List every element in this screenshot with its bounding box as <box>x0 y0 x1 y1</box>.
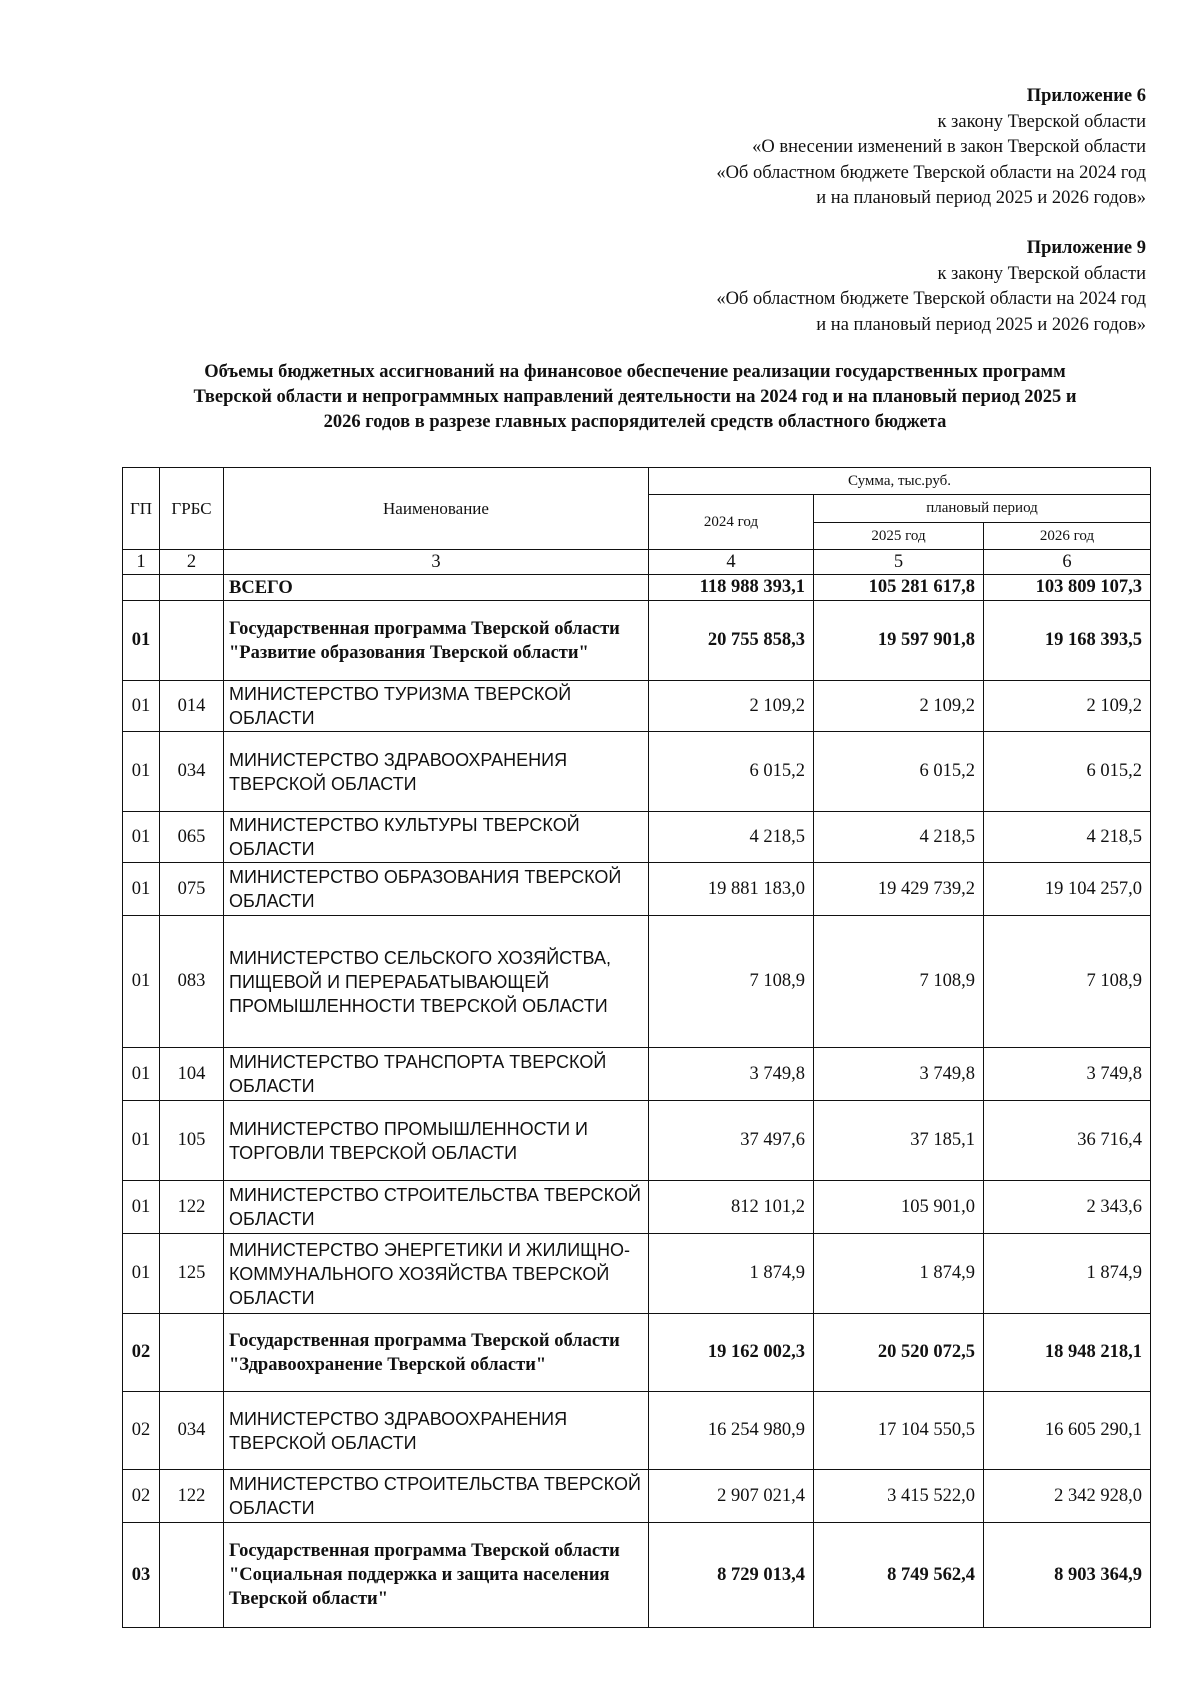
table-row <box>123 601 1151 681</box>
title-line: Объемы бюджетных ассигнований на финансовое обеспечение реализации государственных программ <box>204 362 1066 382</box>
gp-cell: 01 <box>123 812 160 863</box>
header-planned: плановый период <box>814 495 1151 523</box>
value-2025: 3 749,8 <box>814 1048 984 1101</box>
gp-cell <box>123 575 160 601</box>
table-row <box>123 1101 1151 1181</box>
annex-6-header <box>716 84 1146 212</box>
table-row <box>123 1048 1151 1101</box>
table-row <box>123 1234 1151 1314</box>
name-cell: МИНИСТЕРСТВО СТРОИТЕЛЬСТВА ТВЕРСКОЙ ОБЛАСТИ <box>224 1181 649 1234</box>
annex-line: к закону Тверской области <box>937 263 1146 284</box>
name-cell: Государственная программа Тверской области "Социальная поддержка и защита населения Тверской области" <box>224 1523 649 1628</box>
name-cell: МИНИСТЕРСТВО СЕЛЬСКОГО ХОЗЯЙСТВА, ПИЩЕВОЙ И ПЕРЕРАБАТЫВАЮЩЕЙ ПРОМЫШЛЕННОСТИ ТВЕРСКОЙ ОБЛАСТИ <box>224 916 649 1048</box>
annex-line: и на плановый период 2025 и 2026 годов» <box>816 314 1146 335</box>
annex-line: «Об областном бюджете Тверской области на 2024 год <box>716 162 1146 183</box>
value-2024: 16 254 980,9 <box>649 1392 814 1470</box>
value-2025: 8 749 562,4 <box>814 1523 984 1628</box>
value-2025: 37 185,1 <box>814 1101 984 1181</box>
col-number: 3 <box>224 550 649 575</box>
value-2025: 1 874,9 <box>814 1234 984 1314</box>
table-row <box>123 1392 1151 1470</box>
value-2024: 3 749,8 <box>649 1048 814 1101</box>
gp-cell: 01 <box>123 681 160 732</box>
gp-cell: 01 <box>123 916 160 1048</box>
value-2026: 6 015,2 <box>984 732 1151 812</box>
col-number: 2 <box>160 550 224 575</box>
header-name: Наименование <box>224 468 649 550</box>
value-2024: 4 218,5 <box>649 812 814 863</box>
table-row <box>123 1314 1151 1392</box>
value-2025: 105 901,0 <box>814 1181 984 1234</box>
value-2026: 7 108,9 <box>984 916 1151 1048</box>
table-row <box>123 863 1151 916</box>
value-2024: 20 755 858,3 <box>649 601 814 681</box>
name-cell: МИНИСТЕРСТВО СТРОИТЕЛЬСТВА ТВЕРСКОЙ ОБЛАСТИ <box>224 1470 649 1523</box>
value-2026: 8 903 364,9 <box>984 1523 1151 1628</box>
value-2026: 2 342 928,0 <box>984 1470 1151 1523</box>
title-line: 2026 годов в разрезе главных распорядителей средств областного бюджета <box>323 412 947 432</box>
value-2024: 19 162 002,3 <box>649 1314 814 1392</box>
value-2026: 19 168 393,5 <box>984 601 1151 681</box>
gp-cell: 01 <box>123 1234 160 1314</box>
name-cell: Государственная программа Тверской области "Развитие образования Тверской области" <box>224 601 649 681</box>
value-2024: 118 988 393,1 <box>649 575 814 601</box>
name-cell: Государственная программа Тверской области "Здравоохранение Тверской области" <box>224 1314 649 1392</box>
gp-cell: 02 <box>123 1392 160 1470</box>
grbs-cell: 034 <box>160 1392 224 1470</box>
name-cell: МИНИСТЕРСТВО ТУРИЗМА ТВЕРСКОЙ ОБЛАСТИ <box>224 681 649 732</box>
table-row <box>123 916 1151 1048</box>
gp-cell: 03 <box>123 1523 160 1628</box>
value-2026: 3 749,8 <box>984 1048 1151 1101</box>
gp-cell: 01 <box>123 863 160 916</box>
annex-9-header <box>716 236 1146 338</box>
value-2024: 6 015,2 <box>649 732 814 812</box>
table-row <box>123 812 1151 863</box>
name-cell: МИНИСТЕРСТВО ЭНЕРГЕТИКИ И ЖИЛИЩНО-КОММУНАЛЬНОГО ХОЗЯЙСТВА ТВЕРСКОЙ ОБЛАСТИ <box>224 1234 649 1314</box>
name-cell: МИНИСТЕРСТВО ЗДРАВООХРАНЕНИЯ ТВЕРСКОЙ ОБЛАСТИ <box>224 732 649 812</box>
annex-line: «Об областном бюджете Тверской области на 2024 год <box>716 289 1146 309</box>
name-cell: МИНИСТЕРСТВО КУЛЬТУРЫ ТВЕРСКОЙ ОБЛАСТИ <box>224 812 649 863</box>
budget-table <box>122 467 1151 1628</box>
title-line: Тверской области и непрограммных направлений деятельности на 2024 год и на плановый период 2025 и <box>193 387 1077 407</box>
table-row <box>123 1181 1151 1234</box>
header-2026: 2026 год <box>984 523 1151 550</box>
header-2025: 2025 год <box>814 523 984 550</box>
name-cell: МИНИСТЕРСТВО ТРАНСПОРТА ТВЕРСКОЙ ОБЛАСТИ <box>224 1048 649 1101</box>
annex-line: и на плановый период 2025 и 2026 годов» <box>816 188 1146 208</box>
value-2026: 4 218,5 <box>984 812 1151 863</box>
value-2026: 16 605 290,1 <box>984 1392 1151 1470</box>
value-2026: 18 948 218,1 <box>984 1314 1151 1392</box>
value-2026: 36 716,4 <box>984 1101 1151 1181</box>
value-2026: 2 343,6 <box>984 1181 1151 1234</box>
table-row <box>123 732 1151 812</box>
value-2025: 4 218,5 <box>814 812 984 863</box>
value-2024: 7 108,9 <box>649 916 814 1048</box>
annex-line: к закону Тверской области <box>937 111 1146 132</box>
gp-cell: 01 <box>123 601 160 681</box>
table-row <box>123 1523 1151 1628</box>
value-2024: 2 907 021,4 <box>649 1470 814 1523</box>
annex-heading: Приложение 6 <box>1026 86 1146 106</box>
header-grbs: ГРБС <box>160 468 224 550</box>
name-cell: МИНИСТЕРСТВО ПРОМЫШЛЕННОСТИ И ТОРГОВЛИ ТВЕРСКОЙ ОБЛАСТИ <box>224 1101 649 1181</box>
column-numbers-row <box>123 550 1151 575</box>
name-cell: ВСЕГО <box>224 575 649 601</box>
grbs-cell: 065 <box>160 812 224 863</box>
table-row <box>123 681 1151 732</box>
value-2026: 1 874,9 <box>984 1234 1151 1314</box>
gp-cell: 02 <box>123 1470 160 1523</box>
value-2025: 19 597 901,8 <box>814 601 984 681</box>
gp-cell: 01 <box>123 732 160 812</box>
value-2025: 20 520 072,5 <box>814 1314 984 1392</box>
table-row <box>123 575 1151 601</box>
grbs-cell: 075 <box>160 863 224 916</box>
value-2024: 8 729 013,4 <box>649 1523 814 1628</box>
value-2025: 2 109,2 <box>814 681 984 732</box>
annex-heading: Приложение 9 <box>1026 238 1146 258</box>
name-cell: МИНИСТЕРСТВО ОБРАЗОВАНИЯ ТВЕРСКОЙ ОБЛАСТИ <box>224 863 649 916</box>
annex-line: «О внесении изменений в закон Тверской области <box>752 137 1146 157</box>
name-cell: МИНИСТЕРСТВО ЗДРАВООХРАНЕНИЯ ТВЕРСКОЙ ОБЛАСТИ <box>224 1392 649 1470</box>
value-2025: 17 104 550,5 <box>814 1392 984 1470</box>
value-2026: 2 109,2 <box>984 681 1151 732</box>
gp-cell: 01 <box>123 1048 160 1101</box>
col-number: 1 <box>123 550 160 575</box>
grbs-cell: 122 <box>160 1470 224 1523</box>
grbs-cell <box>160 1314 224 1392</box>
grbs-cell: 105 <box>160 1101 224 1181</box>
document-title <box>120 360 1150 435</box>
gp-cell: 01 <box>123 1181 160 1234</box>
value-2026: 103 809 107,3 <box>984 575 1151 601</box>
grbs-cell <box>160 575 224 601</box>
value-2025: 105 281 617,8 <box>814 575 984 601</box>
value-2024: 19 881 183,0 <box>649 863 814 916</box>
grbs-cell <box>160 1523 224 1628</box>
value-2024: 37 497,6 <box>649 1101 814 1181</box>
header-gp: ГП <box>123 468 160 550</box>
value-2025: 6 015,2 <box>814 732 984 812</box>
grbs-cell: 034 <box>160 732 224 812</box>
header-sum: Сумма, тыс.руб. <box>649 468 1151 495</box>
table-row <box>123 1470 1151 1523</box>
value-2025: 3 415 522,0 <box>814 1470 984 1523</box>
grbs-cell: 104 <box>160 1048 224 1101</box>
grbs-cell: 122 <box>160 1181 224 1234</box>
gp-cell: 02 <box>123 1314 160 1392</box>
gp-cell: 01 <box>123 1101 160 1181</box>
value-2024: 1 874,9 <box>649 1234 814 1314</box>
grbs-cell: 014 <box>160 681 224 732</box>
col-number: 4 <box>649 550 814 575</box>
grbs-cell <box>160 601 224 681</box>
value-2024: 2 109,2 <box>649 681 814 732</box>
grbs-cell: 125 <box>160 1234 224 1314</box>
value-2025: 7 108,9 <box>814 916 984 1048</box>
grbs-cell: 083 <box>160 916 224 1048</box>
value-2025: 19 429 739,2 <box>814 863 984 916</box>
col-number: 5 <box>814 550 984 575</box>
value-2024: 812 101,2 <box>649 1181 814 1234</box>
col-number: 6 <box>984 550 1151 575</box>
header-2024: 2024 год <box>649 495 814 550</box>
value-2026: 19 104 257,0 <box>984 863 1151 916</box>
